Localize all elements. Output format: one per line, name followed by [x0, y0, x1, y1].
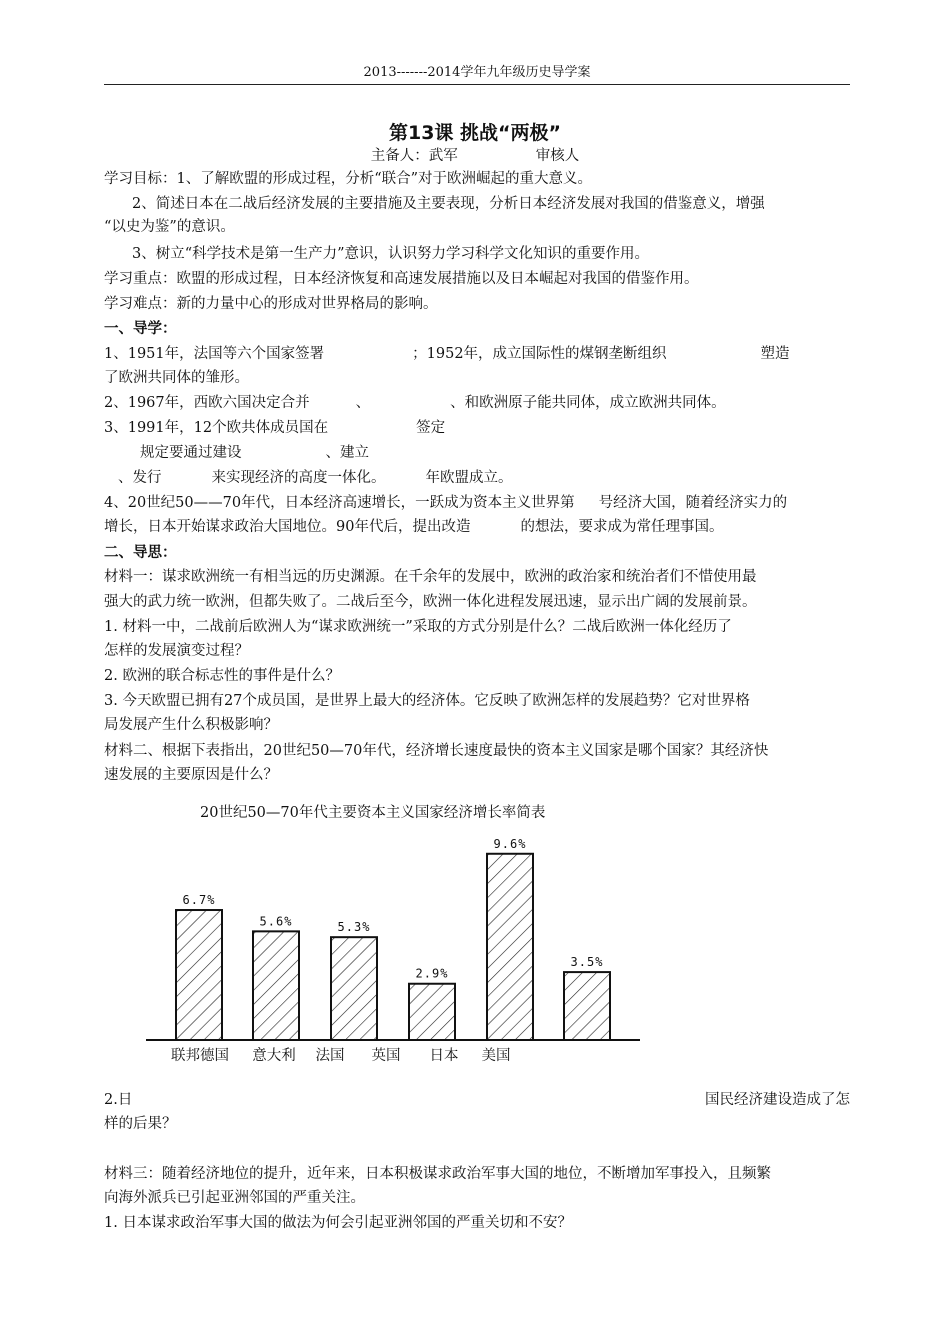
- lesson-title: 第13课 挑战“两极”: [388, 122, 562, 144]
- bar-value-label-5: 3.5%: [570, 955, 604, 970]
- guide-q1-part-b: ；1952年，成立国际性的煤钢垄断组织: [412, 346, 667, 362]
- guide-q3-part-a: 3、1991年，12个欧共体成员国在: [104, 420, 329, 436]
- objective-2: 2、简述日本在二战后经济发展的主要措施及主要表现，分析日本经济发展对我国的借鉴意义，增强: [132, 196, 765, 212]
- bar-1: [253, 931, 299, 1040]
- category-label-5: 美国: [481, 1048, 511, 1064]
- guide-q4-line1: [104, 492, 850, 514]
- obscured-region: [114, 1086, 678, 1110]
- guide-q3-part-d: 、建立: [325, 445, 369, 461]
- bar-4: [487, 854, 533, 1040]
- guide-q3-part-e: 、发行: [118, 470, 162, 486]
- material-2-line2: 速发展的主要原因是什么？: [104, 767, 278, 783]
- guide-q3-part-f: 来实现经济的高度一体化。: [211, 470, 386, 486]
- bar-value-label-1: 5.6%: [259, 914, 293, 929]
- page-header: 2013-------2014学年九年级历史导学案: [104, 64, 850, 85]
- guide-q3-line3: [118, 467, 864, 489]
- material-3-line1: 材料三：随着经济地位的提升，近年来，日本积极谋求政治军事大国的地位，不断增加军事投入，且频繁: [104, 1166, 771, 1182]
- material-1-line2: 强大的武力统一欧洲，但都失败了。二战后至今，欧洲一体化进程发展迅速，显示出广阔的发展前景。: [104, 594, 757, 610]
- learning-focus: 学习重点：欧盟的形成过程，日本经济恢复和高速发展措施以及日本崛起对我国的借鉴作用。: [104, 271, 699, 287]
- think-q1-line1: 1. 材料一中，二战前后欧洲人为“谋求欧洲统一”采取的方式分别是什么？二战后欧洲一体化经历了: [104, 619, 732, 635]
- guide-q4-part-a: 4、20世纪50——70年代，日本经济高速增长，一跃成为资本主义世界第: [104, 495, 575, 511]
- bar-value-label-2: 5.3%: [337, 920, 371, 935]
- think-q2b-right: 国民经济建设造成了怎: [705, 1092, 850, 1108]
- category-label-0: 联邦德国: [171, 1048, 229, 1064]
- guide-q3-part-g: 年欧盟成立。: [425, 470, 513, 486]
- main-author: 主备人：武军: [370, 148, 458, 164]
- material-2-line1: 材料二、根据下表指出，20世纪50—70年代，经济增长速度最快的资本主义国家是哪个国家？其经济快: [104, 743, 769, 759]
- think-q2: 2. 欧洲的联合标志性的事件是什么？: [104, 668, 340, 684]
- bar-2: [331, 937, 377, 1040]
- think-q3-line1: 3. 今天欧盟已拥有27个成员国，是世界上最大的经济体。它反映了欧洲怎样的发展趋势？它对世界格: [104, 693, 750, 709]
- guide-heading: 一、导学：: [104, 320, 177, 337]
- category-label-3: 英国: [371, 1048, 401, 1064]
- guide-q3-part-b: 签定: [416, 420, 446, 436]
- guide-q4-line2: [104, 516, 850, 538]
- objective-1: 学习目标：1、了解欧盟的形成过程，分析“联合”对于欧洲崛起的重大意义。: [104, 171, 593, 187]
- think-q3-line2: 局发展产生什么积极影响？: [104, 717, 278, 733]
- guide-q1-part-a: 1、1951年，法国等六个国家签署: [104, 346, 325, 362]
- think-q2b-line2: 样的后果？: [104, 1116, 177, 1132]
- guide-q1-part-c: 塑造: [760, 346, 790, 362]
- think-q4: 1. 日本谋求政治军事大国的做法为何会引起亚洲邻国的严重关切和不安？: [104, 1215, 572, 1231]
- guide-q3-line2: [140, 442, 886, 464]
- bar-value-label-0: 6.7%: [182, 893, 216, 908]
- chart-title: 20世纪50—70年代主要资本主义国家经济增长率简表: [200, 805, 546, 821]
- bar-value-label-3: 2.9%: [415, 966, 449, 981]
- guide-q1-line2: 了欧洲共同体的雏形。: [104, 370, 249, 386]
- guide-q2-part-b: 、: [355, 395, 371, 411]
- guide-q3-part-c: 规定要通过建设: [140, 445, 242, 461]
- material-1-line1: 材料一：谋求欧洲统一有相当远的历史渊源。在千余年的发展中，欧洲的政治家和统治者们不惜使用最: [104, 569, 757, 585]
- bar-3: [409, 984, 455, 1040]
- guide-q2: [104, 392, 850, 414]
- category-label-2: 法国: [315, 1048, 345, 1064]
- guide-q4-part-d: 的想法，要求成为常任理事国。: [520, 519, 724, 535]
- guide-q3-line1: [104, 417, 850, 439]
- think-heading: 二、导思：: [104, 544, 177, 561]
- bar-0: [176, 910, 222, 1040]
- objective-3: 3、树立“科学技术是第一生产力”意识，认识努力学习科学文化知识的重要作用。: [132, 246, 650, 262]
- guide-q2-part-c: 、和欧洲原子能共同体，成立欧洲共同体。: [450, 395, 726, 411]
- material-3-line2: 向海外派兵已引起亚洲邻国的严重关注。: [104, 1190, 365, 1206]
- think-q2b-left: 2.日: [104, 1092, 133, 1108]
- objective-2-cont: “以史为鉴”的意识。: [104, 219, 235, 235]
- bar-value-label-4: 9.6%: [493, 836, 527, 851]
- reviewer-label: 审核人: [535, 148, 580, 164]
- bar-5: [564, 972, 610, 1040]
- learning-difficulty: 学习难点：新的力量中心的形成对世界格局的影响。: [104, 296, 438, 312]
- guide-q1-line1: [104, 343, 850, 365]
- think-q1-line2: 怎样的发展演变过程？: [104, 643, 249, 659]
- category-label-4: 日本: [429, 1048, 459, 1064]
- category-label-1: 意大利: [252, 1048, 296, 1064]
- guide-q2-part-a: 2、1967年，西欧六国决定合并: [104, 395, 310, 411]
- guide-q4-part-c: 增长，日本开始谋求政治大国地位。90年代后，提出改造: [104, 519, 471, 535]
- growth-rate-bar-chart: [104, 800, 664, 1070]
- authors-line: [0, 144, 950, 165]
- guide-q4-part-b: 号经济大国，随着经济实力的: [598, 495, 788, 511]
